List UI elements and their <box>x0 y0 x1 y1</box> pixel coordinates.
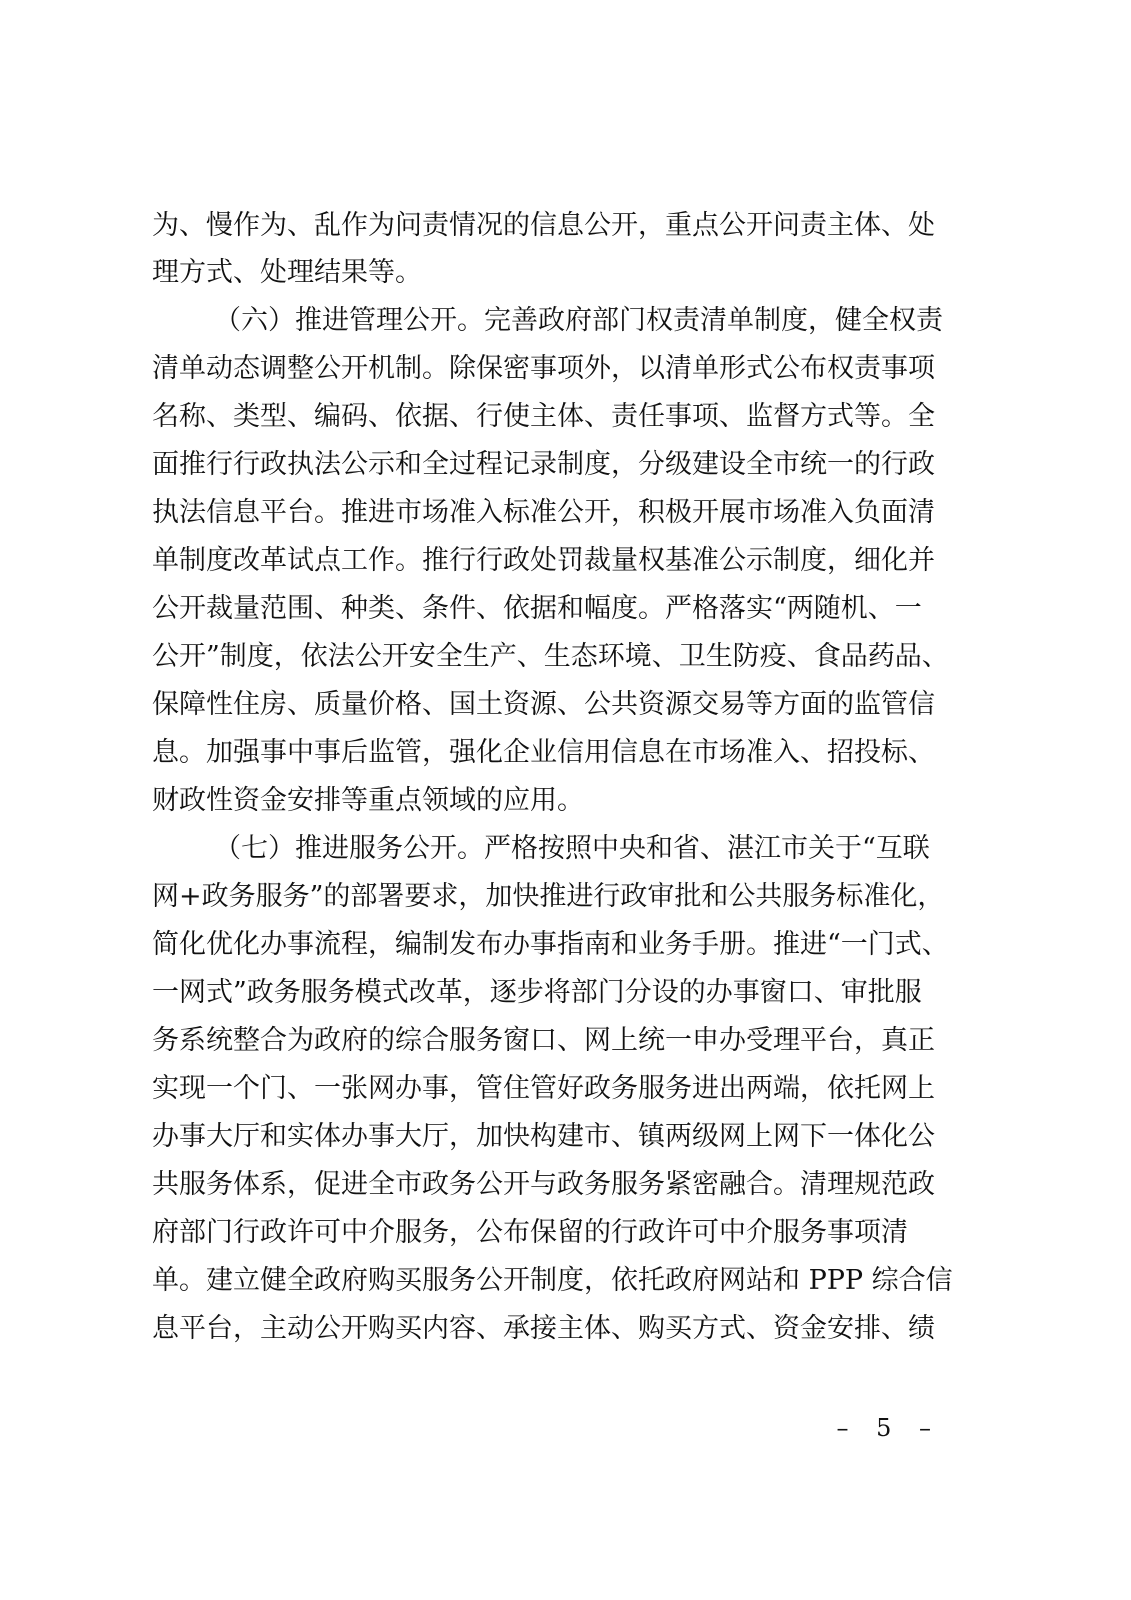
text-line: 息。加强事中事后监管，强化企业信用信息在市场准入、招投标、 <box>152 737 935 768</box>
text-line: 财政性资金安排等重点领域的应用。 <box>152 785 584 816</box>
text-line: 网+政务服务”的部署要求，加快推进行政审批和公共服务标准化， <box>152 881 945 912</box>
text-line: 办事大厅和实体办事大厅，加快构建市、镇两级网上网下一体化公 <box>152 1121 935 1152</box>
text-line: 理方式、处理结果等。 <box>152 257 422 288</box>
section-heading-line: （六）推进管理公开。完善政府部门权责清单制度，健全权责 <box>214 305 943 336</box>
text-line: 执法信息平台。推进市场准入标准公开，积极开展市场准入负面清 <box>152 497 935 528</box>
text-line: 单制度改革试点工作。推行行政处罚裁量权基准公示制度，细化并 <box>152 545 935 576</box>
text-line: 务系统整合为政府的综合服务窗口、网上统一申办受理平台，真正 <box>152 1025 935 1056</box>
text-line: 保障性住房、质量价格、国土资源、公共资源交易等方面的监管信 <box>152 689 935 720</box>
text-line: 面推行行政执法公示和全过程记录制度，分级建设全市统一的行政 <box>152 449 935 480</box>
text-line: 公开”制度，依法公开安全生产、生态环境、卫生防疫、食品药品、 <box>152 641 949 672</box>
text-line: 名称、类型、编码、依据、行使主体、责任事项、监督方式等。全 <box>152 401 935 432</box>
page-number: – 5 – <box>836 1414 941 1442</box>
text-line: 为、慢作为、乱作为问责情况的信息公开，重点公开问责主体、处 <box>152 210 935 241</box>
text-line: 清单动态调整公开机制。除保密事项外，以清单形式公布权责事项 <box>152 353 935 384</box>
section-heading-line: （七）推进服务公开。严格按照中央和省、湛江市关于“互联 <box>214 833 930 864</box>
text-line: 息平台，主动公开购买内容、承接主体、购买方式、资金安排、绩 <box>152 1313 935 1344</box>
text-line: 实现一个门、一张网办事，管住管好政务服务进出两端，依托网上 <box>152 1073 935 1104</box>
text-line: 共服务体系，促进全市政务公开与政务服务紧密融合。清理规范政 <box>152 1169 935 1200</box>
text-line: 简化优化办事流程，编制发布办事指南和业务手册。推进“一门式、 <box>152 929 949 960</box>
text-line: 单。建立健全政府购买服务公开制度，依托政府网站和 PPP 综合信 <box>152 1265 953 1296</box>
text-line: 府部门行政许可中介服务，公布保留的行政许可中介服务事项清 <box>152 1217 908 1248</box>
text-line: 一网式”政务服务模式改革，逐步将部门分设的办事窗口、审批服 <box>152 977 922 1008</box>
text-line: 公开裁量范围、种类、条件、依据和幅度。严格落实“两随机、一 <box>152 593 922 624</box>
